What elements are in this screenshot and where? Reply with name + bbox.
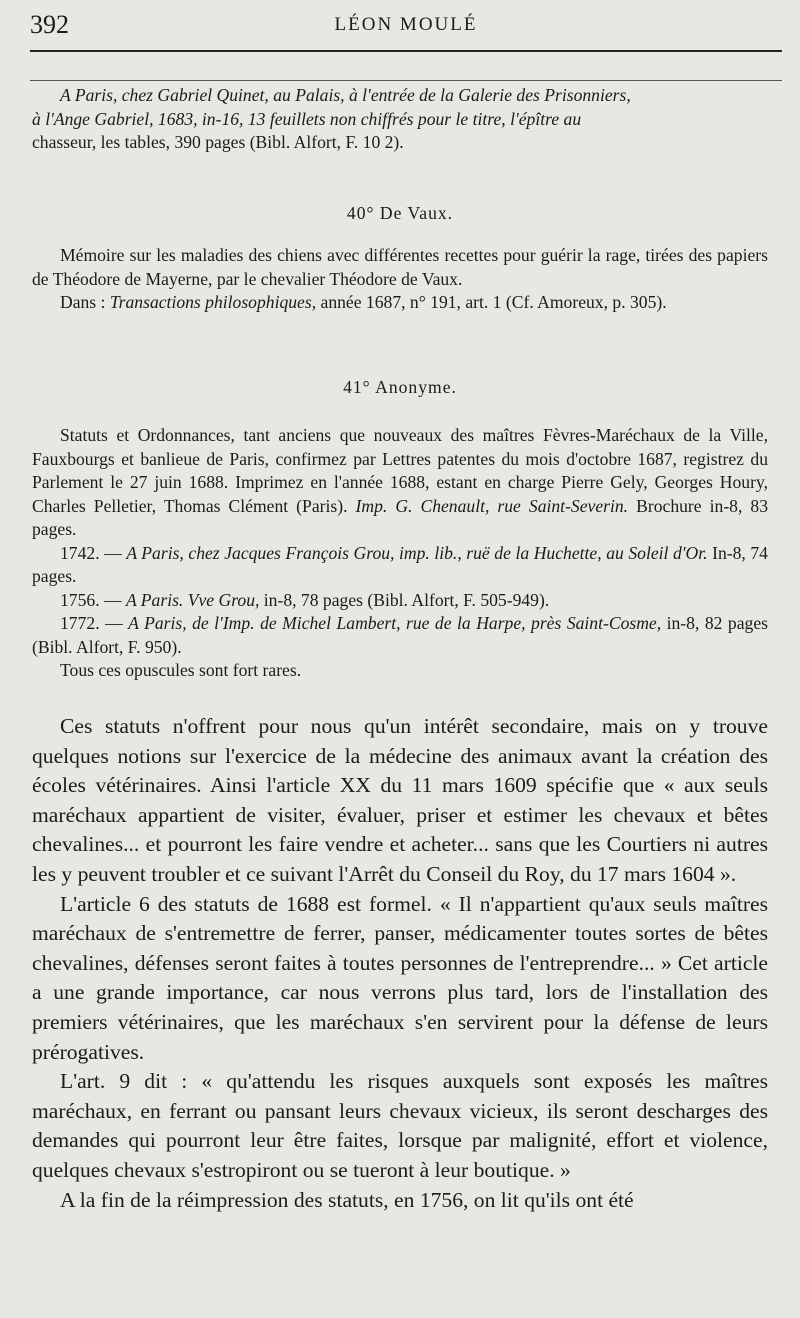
section-41-paragraph-4 <box>32 612 768 659</box>
page-header <box>30 8 782 42</box>
entry-39-block <box>32 84 768 155</box>
section-41-paragraph-5: Tous ces opuscules sont fort rares. <box>60 660 302 680</box>
section-41-p1-imprint: Imp. G. Chenault, rue Saint-Severin. <box>355 495 629 516</box>
entry-39-line-3: chasseur, les tables, 390 pages (Bibl. Alfort, F. 10 2). <box>32 132 404 152</box>
body-paragraph-2: L'article 6 des statuts de 1688 est formel. « Il n'appartient qu'aux seuls maîtres maréchaux de s'entremettre de ferrer, panser, médicamenter toutes sortes de bêtes chevalines, défenses seront faites à toutes personnes de l'entreprendre... » Cet article a une grande importance, car nous verrons plus tard, lors de l'installation des premiers vétérinaires, que les maréchaux s'en servirent pour la défense de leurs prérogatives. <box>32 891 768 1064</box>
section-41-p1-post: Brochure in-8, 83 pages. <box>32 495 768 539</box>
section-41-p4-imprint: A Paris, de l'Imp. de Michel Lambert, rue de la Harpe, près Saint-Cosme, <box>128 613 662 633</box>
entry-39-line-2-text: à l'Ange Gabriel, 1683, in-16, 13 feuillets non chiffrés pour le titre, l'épître au <box>32 108 582 129</box>
section-41-p3-imprint: A Paris. Vve Grou, <box>125 589 260 610</box>
section-41-p3-post: in-8, 78 pages (Bibl. Alfort, F. 505-949). <box>259 589 550 610</box>
section-40-paragraph-2 <box>32 291 768 315</box>
section-41-p3-pre: 1756. — <box>60 589 126 610</box>
page-number: 392 <box>30 10 69 39</box>
section-41-block <box>32 424 768 683</box>
entry-39-line-1: A Paris, chez Gabriel Quinet, au Palais, à l'entrée de la Galerie des Prisonniers, <box>60 85 631 105</box>
body-paragraph-4: A la fin de la réimpression des statuts, en 1756, on lit qu'ils ont été <box>60 1187 634 1212</box>
section-40-p2-post: année 1687, n° 191, art. 1 (Cf. Amoreux, p. 305). <box>316 292 667 312</box>
section-41-paragraph-1 <box>32 424 768 542</box>
section-heading-40: 40° De Vaux. <box>346 203 454 223</box>
section-41-p1-pre: Statuts et Ordonnances, tant anciens que nouveaux des maîtres Fèvres-Maréchaux de la Ville, Fauxbourgs et banlieue de Paris, confirmez par Lettres patentes du mois d'octobre 1687, registrez du Parlement le 27 juin 1688. Imprimez en l'année 1688, estant en charge Pierre Gely, Georges Houry, Charles Pelletier, Thomas Clément (Paris). <box>32 425 768 516</box>
section-41-paragraph-3 <box>32 589 768 613</box>
secondary-rule <box>30 80 782 81</box>
body-text <box>32 712 768 1215</box>
header-rule <box>30 50 782 52</box>
section-heading-41: 41° Anonyme. <box>343 377 457 397</box>
section-41-paragraph-2 <box>32 542 768 589</box>
section-41-p2-pre: 1742. — <box>60 542 127 563</box>
section-41-p4-pre: 1772. — <box>60 613 129 633</box>
entry-39-line-2 <box>32 108 768 132</box>
section-41-p4-post: in-8, 82 pages (Bibl. Alfort, F. 950). <box>32 613 768 657</box>
running-head: LÉON MOULÉ <box>334 14 478 35</box>
body-paragraph-3: L'art. 9 dit : « qu'attendu les risques auxquels sont exposés les maîtres maréchaux, en ferrant ou pansant leurs chevaux vicieux, ils seront descharges des demandes qui pourront leur être faites, lorsque par malignité, effort et violence, quelques chevaux s'estropiront ou se tueront à leur boutique. » <box>32 1069 768 1182</box>
section-40-block <box>32 244 768 315</box>
section-41-p2-post: In-8, 74 pages. <box>32 542 768 586</box>
section-40-p2-title: Transactions philosophiques, <box>109 292 317 312</box>
section-40-p2-pre: Dans : <box>60 292 110 312</box>
section-41-p2-imprint: A Paris, chez Jacques François Grou, imp. lib., ruë de la Huchette, au Soleil d'Or. <box>126 542 708 563</box>
section-40-paragraph-1: Mémoire sur les maladies des chiens avec différentes recettes pour guérir la rage, tirées des papiers de Théodore de Mayerne, par le chevalier Théodore de Vaux. <box>32 245 768 289</box>
body-paragraph-1: Ces statuts n'offrent pour nous qu'un intérêt secondaire, mais on y trouve quelques notions sur l'exercice de la médecine des animaux avant la création des écoles vétérinaires. Ainsi l'article XX du 11 mars 1609 spécifie que « aux seuls maréchaux appartient de visiter, évaluer, priser et estimer les chevaux et bêtes chevalines... et pourront les faire vendre et acheter... sans que les Courtiers ni autres les y peuvent troubler et ce suivant l'Arrêt du Conseil du Roy, du 17 mars 1604 ». <box>32 714 768 886</box>
